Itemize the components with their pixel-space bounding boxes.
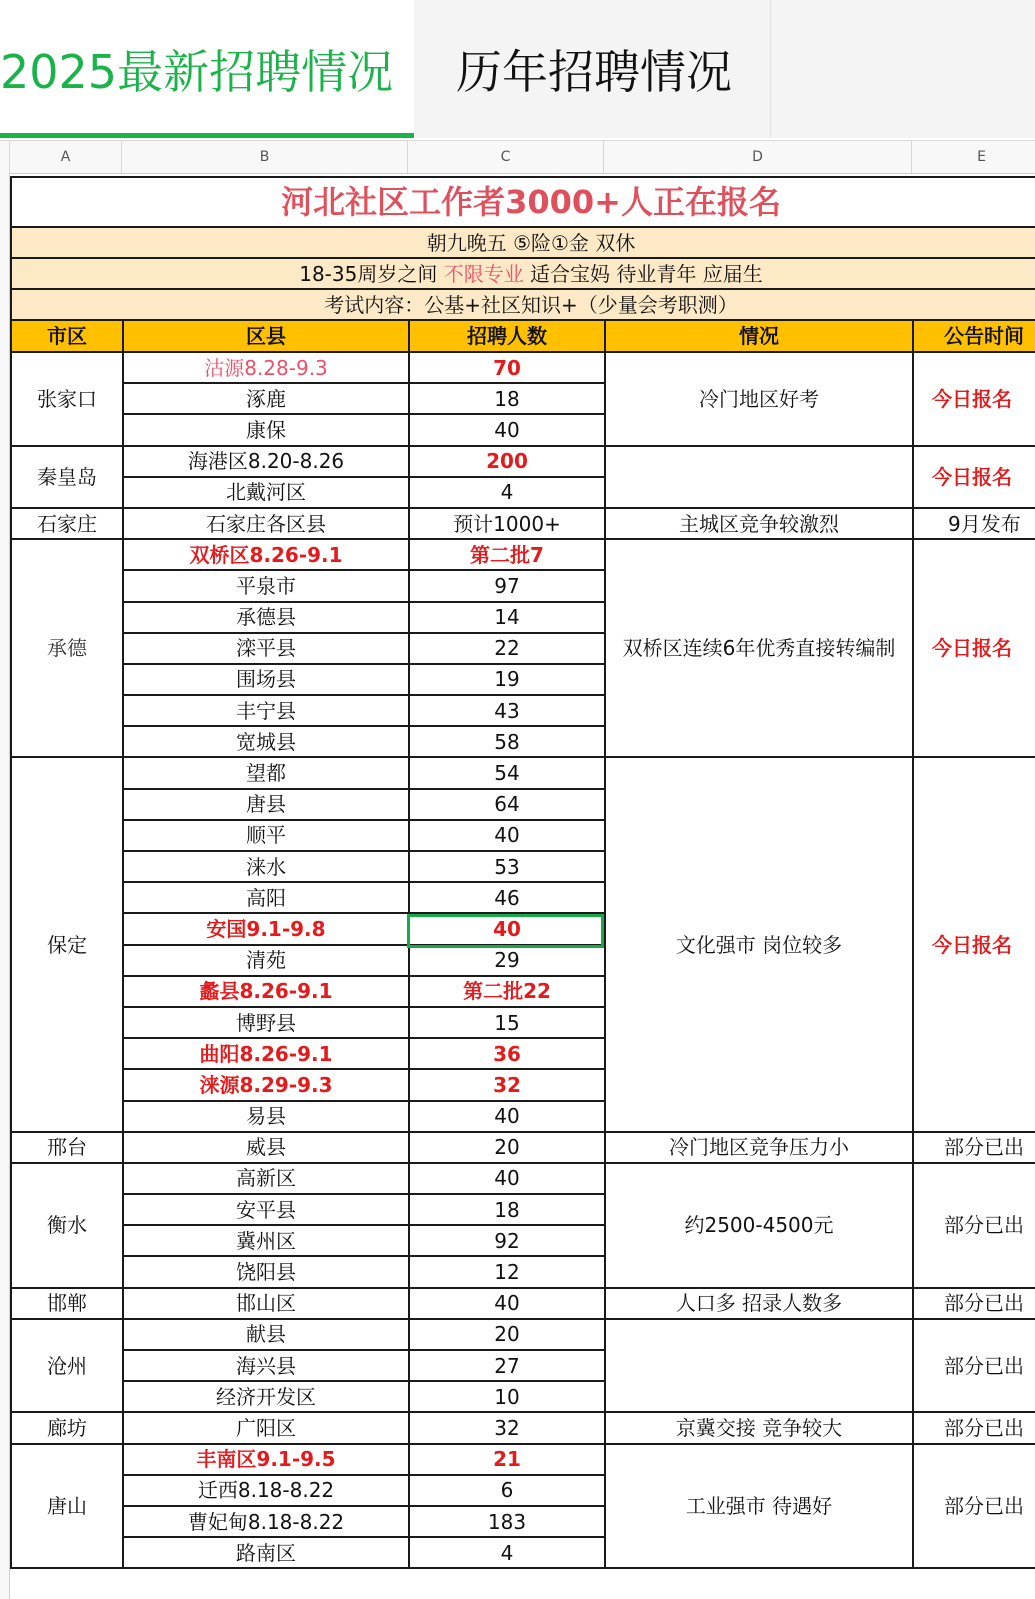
count-cell[interactable]: 15 xyxy=(409,1007,605,1038)
sheet-title[interactable]: 河北社区工作者3000+人正在报名 xyxy=(11,177,1035,227)
county-cell[interactable]: 广阳区 xyxy=(123,1412,409,1443)
count-cell-selected[interactable]: 40 xyxy=(409,913,605,944)
county-cell[interactable]: 安平县 xyxy=(123,1194,409,1225)
situation-cell[interactable]: 京冀交接 竞争较大 xyxy=(605,1412,913,1443)
county-cell[interactable]: 石家庄各区县 xyxy=(123,508,409,539)
count-cell[interactable]: 92 xyxy=(409,1225,605,1256)
column-header-a[interactable]: A xyxy=(10,141,122,173)
city-cell[interactable]: 邯郸 xyxy=(11,1288,123,1319)
table-row xyxy=(11,539,1035,570)
county-cell[interactable]: 顺平 xyxy=(123,820,409,851)
header-announce-time[interactable]: 公告时间 xyxy=(913,320,1035,352)
count-cell[interactable]: 27 xyxy=(409,1350,605,1381)
situation-cell[interactable]: 文化强市 岗位较多 xyxy=(605,757,913,1131)
county-cell[interactable]: 唐县 xyxy=(123,789,409,820)
column-header-c[interactable]: C xyxy=(408,141,604,173)
announce-cell[interactable]: 今日报名 xyxy=(913,757,1035,1131)
count-cell[interactable]: 29 xyxy=(409,945,605,976)
situation-cell[interactable]: 冷门地区竞争压力小 xyxy=(605,1132,913,1163)
column-header-bar xyxy=(0,140,1035,174)
county-cell[interactable]: 滦平县 xyxy=(123,633,409,664)
city-cell[interactable]: 廊坊 xyxy=(11,1412,123,1443)
count-cell[interactable]: 第二批22 xyxy=(409,976,605,1007)
info-suitable: 适合宝妈 待业青年 应届生 xyxy=(523,261,763,286)
table-row xyxy=(11,1412,1035,1443)
count-cell[interactable]: 200 xyxy=(409,446,605,477)
announce-cell[interactable]: 部分已出 xyxy=(913,1319,1035,1413)
county-cell[interactable]: 沽源8.28-9.3 xyxy=(123,352,409,383)
count-cell[interactable]: 40 xyxy=(409,1101,605,1132)
announce-cell[interactable]: 部分已出 xyxy=(913,1288,1035,1319)
count-cell[interactable]: 40 xyxy=(409,820,605,851)
city-cell[interactable]: 秦皇岛 xyxy=(11,446,123,508)
table-row xyxy=(11,352,1035,383)
situation-cell[interactable]: 双桥区连续6年优秀直接转编制 xyxy=(605,539,913,757)
county-cell[interactable]: 迁西8.18-8.22 xyxy=(123,1475,409,1506)
info-no-major-limit: 不限专业 xyxy=(443,261,524,286)
county-cell[interactable]: 饶阳县 xyxy=(123,1256,409,1287)
tab-bar-empty xyxy=(770,0,1035,138)
header-count[interactable]: 招聘人数 xyxy=(409,320,605,352)
sheet-tabs xyxy=(0,0,1035,138)
count-cell[interactable]: 36 xyxy=(409,1038,605,1069)
city-cell[interactable]: 衡水 xyxy=(11,1163,123,1288)
county-cell[interactable]: 清苑 xyxy=(123,945,409,976)
situation-cell[interactable]: 工业强市 待遇好 xyxy=(605,1444,913,1569)
county-cell[interactable]: 涿鹿 xyxy=(123,383,409,414)
announce-cell[interactable]: 部分已出 xyxy=(913,1412,1035,1443)
county-cell[interactable]: 邯山区 xyxy=(123,1288,409,1319)
county-cell[interactable]: 博野县 xyxy=(123,1007,409,1038)
corner-cell[interactable] xyxy=(0,141,10,173)
situation-cell[interactable] xyxy=(605,1319,913,1413)
count-cell[interactable]: 97 xyxy=(409,570,605,601)
county-cell[interactable]: 承德县 xyxy=(123,602,409,633)
county-cell[interactable]: 易县 xyxy=(123,1101,409,1132)
city-cell[interactable]: 沧州 xyxy=(11,1319,123,1413)
county-cell[interactable]: 安国9.1-9.8 xyxy=(123,913,409,944)
count-cell[interactable]: 58 xyxy=(409,726,605,757)
county-cell[interactable]: 涞源8.29-9.3 xyxy=(123,1069,409,1100)
count-cell[interactable]: 18 xyxy=(409,383,605,414)
column-header-e[interactable]: E xyxy=(912,141,1035,173)
county-cell[interactable]: 经济开发区 xyxy=(123,1381,409,1412)
county-cell[interactable]: 望都 xyxy=(123,757,409,788)
announce-cell[interactable]: 部分已出 xyxy=(913,1132,1035,1163)
count-cell[interactable]: 70 xyxy=(409,352,605,383)
county-cell[interactable]: 宽城县 xyxy=(123,726,409,757)
situation-cell[interactable]: 主城区竞争较激烈 xyxy=(605,508,913,539)
row-gutter xyxy=(0,172,10,1599)
county-cell[interactable]: 蠡县8.26-9.1 xyxy=(123,976,409,1007)
header-situation[interactable]: 情况 xyxy=(605,320,913,352)
count-cell[interactable]: 18 xyxy=(409,1194,605,1225)
announce-cell[interactable]: 今日报名 xyxy=(913,539,1035,757)
situation-cell[interactable]: 人口多 招录人数多 xyxy=(605,1288,913,1319)
count-cell[interactable]: 21 xyxy=(409,1444,605,1475)
header-city[interactable]: 市区 xyxy=(11,320,123,352)
county-cell[interactable]: 康保 xyxy=(123,414,409,445)
table-row xyxy=(11,1163,1035,1194)
county-cell[interactable]: 献县 xyxy=(123,1319,409,1350)
table-row xyxy=(11,1444,1035,1475)
tab-2025-latest[interactable] xyxy=(0,0,414,138)
count-cell[interactable]: 20 xyxy=(409,1132,605,1163)
county-cell[interactable]: 冀州区 xyxy=(123,1225,409,1256)
count-cell[interactable]: 32 xyxy=(409,1069,605,1100)
county-cell[interactable]: 丰南区9.1-9.5 xyxy=(123,1444,409,1475)
situation-cell[interactable]: 约2500-4500元 xyxy=(605,1163,913,1288)
situation-cell[interactable]: 冷门地区好考 xyxy=(605,352,913,446)
column-header-d[interactable]: D xyxy=(604,141,912,173)
table-row xyxy=(11,1288,1035,1319)
county-cell[interactable]: 双桥区8.26-9.1 xyxy=(123,539,409,570)
announce-cell[interactable]: 部分已出 xyxy=(913,1444,1035,1569)
count-cell[interactable]: 54 xyxy=(409,757,605,788)
count-cell[interactable]: 22 xyxy=(409,633,605,664)
county-cell[interactable]: 路南区 xyxy=(123,1537,409,1568)
count-cell[interactable]: 6 xyxy=(409,1475,605,1506)
county-cell[interactable]: 高阳 xyxy=(123,882,409,913)
count-cell[interactable]: 19 xyxy=(409,664,605,695)
county-cell[interactable]: 丰宁县 xyxy=(123,695,409,726)
table-row xyxy=(11,1132,1035,1163)
tab-past-years[interactable] xyxy=(414,0,770,138)
count-cell[interactable]: 32 xyxy=(409,1412,605,1443)
county-cell[interactable]: 涞水 xyxy=(123,851,409,882)
header-county[interactable]: 区县 xyxy=(123,320,409,352)
info-requirements[interactable] xyxy=(11,258,1035,289)
city-cell[interactable]: 张家口 xyxy=(11,352,123,446)
count-cell[interactable]: 4 xyxy=(409,1537,605,1568)
situation-cell[interactable] xyxy=(605,446,913,508)
county-cell[interactable]: 威县 xyxy=(123,1132,409,1163)
city-cell[interactable]: 唐山 xyxy=(11,1444,123,1569)
count-cell[interactable]: 43 xyxy=(409,695,605,726)
count-cell[interactable]: 183 xyxy=(409,1506,605,1537)
table-row xyxy=(11,508,1035,539)
info-age: 18-35周岁之间 xyxy=(299,261,444,286)
county-cell[interactable]: 海港区8.20-8.26 xyxy=(123,446,409,477)
count-cell[interactable]: 4 xyxy=(409,477,605,508)
county-cell[interactable]: 曹妃甸8.18-8.22 xyxy=(123,1506,409,1537)
table-row xyxy=(11,1319,1035,1350)
count-cell[interactable]: 40 xyxy=(409,1288,605,1319)
county-cell[interactable]: 高新区 xyxy=(123,1163,409,1194)
announce-cell[interactable]: 今日报名 xyxy=(913,352,1035,446)
county-cell[interactable]: 曲阳8.26-9.1 xyxy=(123,1038,409,1069)
count-cell[interactable]: 第二批7 xyxy=(409,539,605,570)
announce-cell[interactable]: 9月发布 xyxy=(913,508,1035,539)
count-cell[interactable]: 53 xyxy=(409,851,605,882)
count-cell[interactable]: 12 xyxy=(409,1256,605,1287)
column-header-b[interactable]: B xyxy=(122,141,408,173)
table-row xyxy=(11,757,1035,788)
tab-label: 2025最新招聘情况 xyxy=(0,45,394,99)
active-tab-underline xyxy=(0,133,414,138)
county-cell[interactable]: 海兴县 xyxy=(123,1350,409,1381)
info-exam-content[interactable]: 考试内容：公基+社区知识+（少量会考职测） xyxy=(11,289,1035,320)
city-cell[interactable]: 承德 xyxy=(11,539,123,757)
table-row xyxy=(11,446,1035,477)
city-cell[interactable]: 保定 xyxy=(11,757,123,1131)
county-cell[interactable]: 围场县 xyxy=(123,664,409,695)
info-schedule[interactable]: 朝九晚五 ⑤险①金 双休 xyxy=(11,227,1035,258)
recruitment-table xyxy=(10,176,1035,1569)
count-cell[interactable]: 10 xyxy=(409,1381,605,1412)
announce-cell[interactable]: 今日报名 xyxy=(913,446,1035,508)
count-cell[interactable]: 40 xyxy=(409,414,605,445)
count-cell[interactable]: 46 xyxy=(409,882,605,913)
county-cell[interactable]: 北戴河区 xyxy=(123,477,409,508)
count-cell[interactable]: 40 xyxy=(409,1163,605,1194)
tab-label: 历年招聘情况 xyxy=(456,45,732,99)
city-cell[interactable]: 石家庄 xyxy=(11,508,123,539)
county-cell[interactable]: 平泉市 xyxy=(123,570,409,601)
count-cell[interactable]: 预计1000+ xyxy=(409,508,605,539)
count-cell[interactable]: 14 xyxy=(409,602,605,633)
count-cell[interactable]: 64 xyxy=(409,789,605,820)
city-cell[interactable]: 邢台 xyxy=(11,1132,123,1163)
announce-cell[interactable]: 部分已出 xyxy=(913,1163,1035,1288)
count-cell[interactable]: 20 xyxy=(409,1319,605,1350)
